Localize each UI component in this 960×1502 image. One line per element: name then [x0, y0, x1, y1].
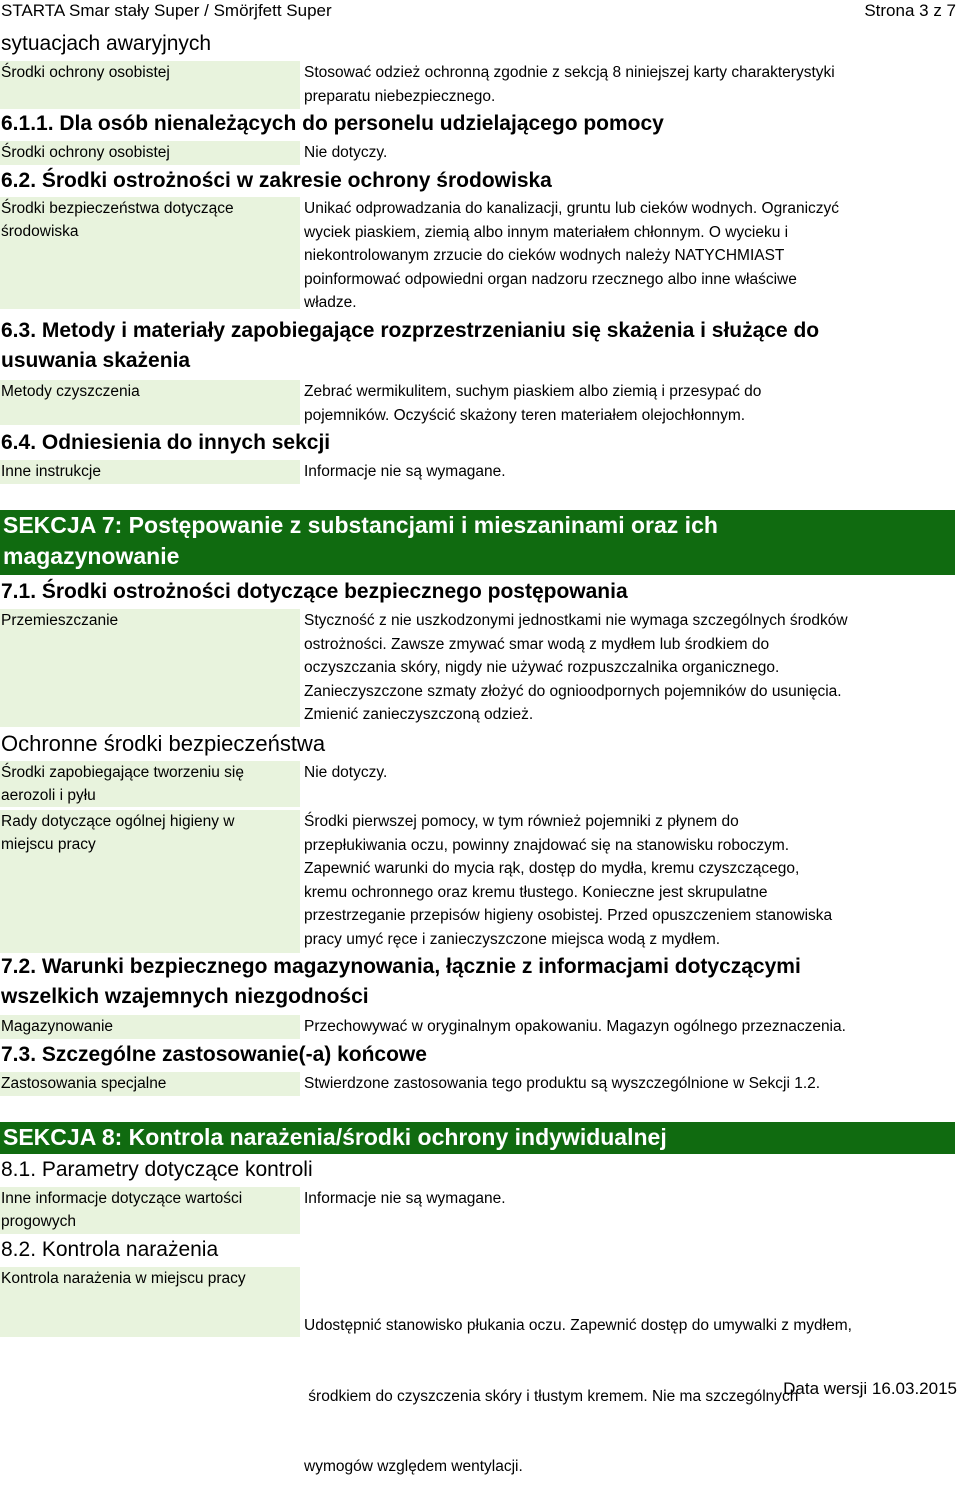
version-date: Data wersji 16.03.2015	[783, 1379, 957, 1398]
subsection-heading-6-1-1: 6.1.1. Dla osób nienależących do personelu udzielającego pomocy	[1, 112, 664, 135]
field-value-workplace-exposure	[304, 1267, 852, 1502]
protective-measures-heading: Ochronne środki bezpieczeństwa	[1, 731, 326, 756]
subsection-heading-7-3: 7.3. Szczególne zastosowanie(-a) końcowe	[1, 1043, 427, 1066]
label-text: Magazynowanie	[1, 1018, 114, 1035]
field-value-specific-uses: Stwierdzone zastosowania tego produktu są wyszczególnione w Sekcji 1.2.	[304, 1075, 821, 1092]
value-line: preparatu niebezpiecznego.	[304, 87, 496, 105]
subsection-heading-6-2: 6.2. Środki ostrożności w zakresie ochrony środowiska	[1, 169, 552, 192]
value-line: środkiem do czyszczenia skóry i tłustym kremem. Nie ma szczególnych	[304, 1387, 799, 1405]
page-number: Strona 3 z 7	[864, 1, 956, 20]
field-value-other-instructions: Informacje nie są wymagane.	[304, 463, 506, 480]
label-line: Rady dotyczące ogólnej higieny w	[1, 813, 235, 830]
value-line: kremu ochronnego oraz kremu tłustego. Konieczne jest skrupulatne	[304, 883, 768, 901]
section-title-line: SEKCJA 7: Postępowanie z substancjami i mieszaninami oraz ich	[3, 512, 718, 538]
field-value-handling	[304, 609, 848, 727]
document-title: STARTA Smar stały Super / Smörjfett Super	[1, 1, 332, 20]
field-label-other-instructions	[0, 460, 300, 484]
value-line: poinformować odpowiedni organ nadzoru rzecznego albo inne właściwe	[304, 270, 797, 288]
field-value-environment	[304, 197, 839, 315]
label-text: Przemieszczanie	[1, 612, 119, 629]
value-line: Styczność z nie uszkodzonymi jednostkami nie wymaga szczególnych środków	[304, 612, 848, 629]
value-line: Zapewnić warunki do mycia rąk, dostęp do mydła, kremu czyszczącego,	[304, 860, 800, 877]
label-text: Metody czyszczenia	[1, 383, 140, 400]
heading-line: wszelkich wzajemnych niezgodności	[1, 985, 369, 1008]
value-line: ostrożności. Zawsze zmywać smar wodą z mydłem lub środkiem do	[304, 635, 770, 653]
subsection-heading-8-1: 8.1. Parametry dotyczące kontroli	[1, 1158, 313, 1181]
label-line: miejscu pracy	[1, 836, 96, 853]
field-label-handling	[0, 609, 300, 727]
value-line: Środki pierwszej pomocy, w tym również pojemniki z płynem do	[304, 813, 739, 830]
field-label-personal-protection	[0, 61, 300, 109]
subsection-heading-7-1: 7.1. Środki ostrożności dotyczące bezpiecznego postępowania	[1, 580, 628, 603]
label-text: Środki ochrony osobistej	[1, 64, 170, 81]
value-line: przepłukiwania oczu, powinny znajdować się na stanowisku roboczym.	[304, 836, 790, 854]
field-label-environment	[0, 197, 300, 309]
field-value-cleaning-methods	[304, 380, 761, 427]
label-text: Inne instrukcje	[1, 463, 101, 480]
field-label-cleaning-methods	[0, 380, 300, 425]
section-header-7	[0, 510, 955, 575]
label-line: Środki zapobiegające tworzeniu się	[1, 764, 244, 781]
field-value-threshold-info: Informacje nie są wymagane.	[304, 1190, 506, 1207]
field-label-storage	[0, 1015, 300, 1039]
value-line: władze.	[304, 294, 357, 311]
value-line: Zebrać wermikulitem, suchym piaskiem albo ziemią i przesypać do	[304, 383, 762, 400]
label-line: Środki bezpieczeństwa dotyczące	[1, 200, 234, 217]
field-label-threshold-info	[0, 1187, 300, 1234]
section-header-8: SEKCJA 8: Kontrola narażenia/środki ochrony indywidualnej	[0, 1122, 955, 1154]
field-value-personal-protection	[304, 61, 835, 108]
value-line: Zmienić zanieczyszczoną odzież.	[304, 706, 534, 723]
value-line: pojemników. Oczyścić skażony teren materiałem olejochłonnym.	[304, 406, 746, 424]
value-line: Unikać odprowadzania do kanalizacji, gruntu lub cieków wodnych. Ograniczyć	[304, 200, 840, 217]
subsection-heading-8-2: 8.2. Kontrola narażenia	[1, 1238, 219, 1261]
value-line: wymogów względem wentylacji.	[304, 1458, 523, 1475]
heading-line: usuwania skażenia	[1, 349, 191, 372]
label-line: środowiska	[1, 223, 79, 240]
value-line: niekontrolowanym zrzucie do cieków wodnych należy NATYCHMIAST	[304, 247, 785, 264]
field-label-workplace-exposure	[0, 1267, 300, 1337]
label-text: Kontrola narażenia w miejscu pracy	[1, 1270, 246, 1287]
value-line: przestrzeganie przepisów higieny osobistej. Przed opuszczeniem stanowiska	[304, 907, 833, 924]
value-line: wyciek piaskiem, ziemią albo innym materiałem chłonnym. O wycieku i	[304, 223, 789, 241]
label-line: progowych	[1, 1213, 76, 1230]
heading-line: 7.2. Warunki bezpiecznego magazynowania, łącznie z informacjami dotyczącymi	[1, 955, 801, 978]
field-label-personal-protection-2	[0, 141, 300, 165]
field-value-aerosol-prevention: Nie dotyczy.	[304, 764, 388, 781]
value-line: pracy umyć ręce i zanieczyszczone miejsca wodą z mydłem.	[304, 930, 721, 948]
subsection-heading-6-3	[1, 316, 819, 376]
label-line: Inne informacje dotyczące wartości	[1, 1190, 243, 1207]
value-line: oczyszczania skóry, nigdy nie używać rozpuszczalnika organicznego.	[304, 659, 780, 676]
field-value-storage: Przechowywać w oryginalnym opakowaniu. Magazyn ogólnego przeznaczenia.	[304, 1018, 846, 1035]
section-title-line: magazynowanie	[3, 543, 180, 569]
field-value-hygiene	[304, 810, 832, 951]
field-label-specific-uses	[0, 1072, 300, 1096]
subsection-heading-7-2	[1, 952, 801, 1012]
label-text: Środki ochrony osobistej	[1, 144, 170, 161]
field-value-not-applicable: Nie dotyczy.	[304, 144, 388, 161]
field-label-aerosol-prevention	[0, 761, 300, 807]
subsection-heading-6-4: 6.4. Odniesienia do innych sekcji	[1, 431, 331, 454]
field-label-hygiene	[0, 810, 300, 953]
value-line: Stosować odzież ochronną zgodnie z sekcją 8 niniejszej karty charakterystyki	[304, 64, 835, 81]
heading-line: 6.3. Metody i materiały zapobiegające rozprzestrzenianiu się skażenia i służące do	[1, 319, 820, 342]
value-line: Zanieczyszczone szmaty złożyć do ognioodpornych pojemników do usunięcia.	[304, 682, 842, 700]
subsection-heading-continued: sytuacjach awaryjnych	[1, 32, 212, 55]
label-text: Zastosowania specjalne	[1, 1075, 167, 1092]
value-line: Udostępnić stanowisko płukania oczu. Zapewnić dostęp do umywalki z mydłem,	[304, 1317, 852, 1334]
label-line: aerozoli i pyłu	[1, 787, 96, 804]
